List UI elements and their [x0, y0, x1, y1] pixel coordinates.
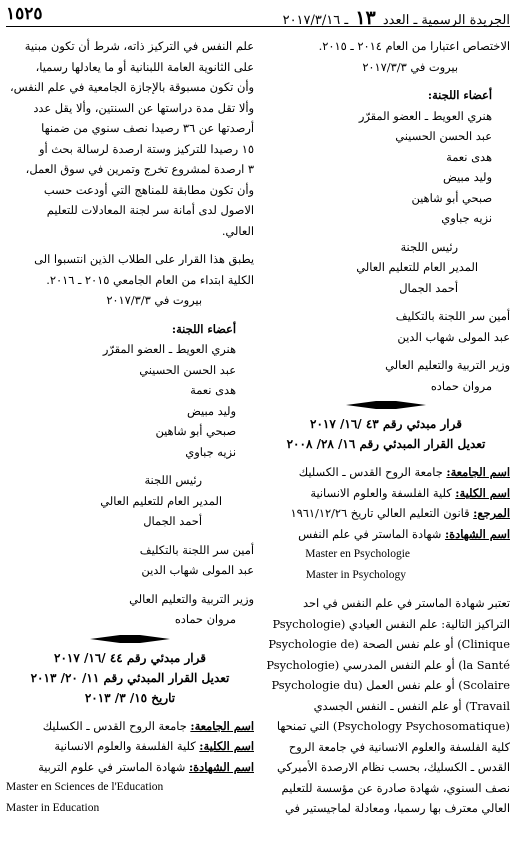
place-date: بيروت في ٢٠١٧/٣/٣	[106, 293, 202, 307]
decision-title: قرار مبدئي رقم ٤٣ /١٦/ ٢٠١٧	[310, 417, 462, 431]
issue-number: ١٣	[355, 7, 376, 29]
decision-title: قرار مبدئي رقم ٤٤ /١٦/ ٢٠١٧	[54, 650, 206, 665]
secretary-name: عبد المولى شهاب الدين	[397, 329, 510, 344]
members-heading: أعضاء اللجنة:	[427, 88, 492, 102]
director-title: المدير العام للتعليم العالي	[100, 493, 222, 508]
degree-french: Master en Sciences de l'Education	[6, 781, 164, 793]
body-line: Travail) أو علم النفس ـ النفس الجسدي	[313, 698, 510, 713]
decision-subtitle: تعديل القرار المبدئي رقم ١١/ ٢٠/ ٢٠١٣	[30, 670, 230, 685]
faculty-value: كلية الفلسفة والعلوم الانسانية	[54, 739, 196, 753]
body-line: علم النفس في التركيز ذاته، شرط أن تكون مبنية	[24, 39, 254, 53]
body-line: العالي معترف بها رسميا، ومعادلة لماجيستير في	[284, 801, 510, 815]
chair-title: رئيس اللجنة	[144, 473, 202, 487]
director-name: أحمد الجمال	[143, 514, 202, 528]
faculty-value: كلية الفلسفة والعلوم الانسانية	[310, 485, 452, 500]
body-line: على الثانوية العامة اللبنانية أو ما يعادلها رسميا،	[35, 59, 254, 74]
director-title: المدير العام للتعليم العالي	[356, 260, 478, 274]
apply-line: يطبق هذا القرار على الطلاب الذين انتسبوا الى	[34, 252, 254, 266]
body-line: كلية الفلسفة والعلوم الانسانية في جامعة الروح	[288, 739, 510, 754]
secretary-title: أمين سر اللجنة بالتكليف	[139, 542, 254, 557]
member-name: هنري العويط ـ العضو المقرّر	[358, 108, 492, 123]
director-name: أحمد الجمال	[399, 280, 458, 295]
body-line: الاصول لدى أمانة سر لجنة المعادلات للتعليم	[46, 203, 254, 217]
secretary-title: أمين سر اللجنة بالتكليف	[395, 309, 510, 323]
degree-value: شهادة الماستر في علم النفس	[298, 526, 442, 541]
place-date: بيروت في ٢٠١٧/٣/٣	[362, 59, 458, 74]
body-line: التراكيز التالية: علم النفس العيادي (Psychologie	[272, 616, 510, 631]
body-line: Scolaire) أو علم نفس العمل (Psychologie du	[271, 678, 510, 692]
degree-english: Master in Education	[6, 801, 100, 814]
separator-ornament-icon	[262, 396, 510, 414]
apply-line: الكلية ابتداء من العام الجامعي ٢٠١٥ ـ ٢٠١٦.	[46, 272, 254, 287]
separator-ornament-icon	[6, 630, 254, 648]
issue-date: ـ ٢٠١٧/٣/١٦	[282, 13, 349, 28]
degree-english: Master in Psychology	[305, 568, 406, 581]
member-name: نزيه جباوي	[185, 444, 236, 459]
body-line: وأن تكون مطابقة للمناهج التي أودعت حسب	[43, 182, 254, 197]
body-line: ٣ ارصدة لمشروع تخرج وتمرين في سوق العمل،	[25, 162, 254, 176]
chair-title: رئيس اللجنة	[400, 239, 458, 254]
faculty-label: اسم الكلية:	[455, 485, 510, 500]
body-line: وألا تقل مدة دراستها عن السنتين، وألا يقل عدد	[33, 100, 254, 115]
right-column	[262, 36, 510, 852]
body-line: تعتبر شهادة الماستر في علم النفس في احد	[302, 596, 510, 610]
faculty-label: اسم الكلية:	[199, 739, 254, 753]
body-line: القدس ـ الكسليك، بحسب نظام الارصدة الأميركي	[276, 760, 510, 774]
member-name: نزيه جباوي	[441, 211, 492, 225]
member-name: صبحي أبو شاهين	[155, 424, 236, 438]
body-line: Clinique) أو علم نفس الصحة (Psychologie de	[268, 637, 510, 651]
member-name: عبد الحسن الحسيني	[139, 362, 236, 377]
minister-name: مروان حماده	[430, 378, 492, 393]
member-name: وليد مبيض	[187, 403, 236, 418]
body-line: نصف السنوي، شهادة صادرة عن مؤسسة للتعليم	[281, 780, 510, 795]
degree-label: اسم الشهادة:	[444, 526, 510, 541]
page-header	[6, 4, 510, 27]
member-name: هنري العويط ـ العضو المقرّر	[102, 342, 236, 356]
university-value: جامعة الروح القدس ـ الكسليك	[298, 465, 443, 479]
body-line: العالي.	[221, 223, 254, 238]
body-line: la Santé) أو علم النفس المدرسي (Psychologie	[266, 657, 510, 672]
member-name: عبد الحسن الحسيني	[395, 129, 492, 143]
university-label: اسم الجامعة:	[446, 465, 510, 479]
header-title	[283, 7, 510, 29]
minister-title: وزير التربية والتعليم العالي	[129, 591, 254, 606]
minister-title: وزير التربية والتعليم العالي	[385, 358, 510, 372]
body-line: ١٥ رصيدا للتركيز وستة ارصدة لرسالة بحث أو	[38, 141, 254, 156]
decision-date: تاريخ ١٥/ ٣/ ٢٠١٣	[84, 690, 176, 705]
degree-value: شهادة الماستر في علوم التربية	[38, 759, 186, 774]
member-name: هدى نعمة	[446, 149, 492, 164]
body-line: وأن تكون مسبوقة بالإجازة الجامعية في علم النفس،	[9, 80, 254, 94]
member-name: صبحي أبو شاهين	[411, 190, 492, 205]
body-line: (Psychology Psychosomatique) التي تمنحها	[276, 719, 510, 733]
decision-subtitle: تعديل القرار المبدئي رقم ١٦/ ٢٨/ ٢٠٠٨	[286, 437, 486, 451]
university-value: جامعة الروح القدس ـ الكسليك	[42, 718, 187, 733]
degree-french: Master en Psychologie	[305, 548, 410, 560]
minister-name: مروان حماده	[174, 612, 236, 626]
member-name: هدى نعمة	[190, 383, 236, 397]
continued-text: الاختصاص اعتبارا من العام ٢٠١٤ ـ ٢٠١٥.	[318, 39, 510, 53]
university-label: اسم الجامعة:	[190, 718, 254, 733]
member-name: وليد مبيض	[443, 170, 492, 184]
members-heading: أعضاء اللجنة:	[171, 321, 236, 336]
gazette-name: الجريدة الرسمية ـ العدد	[382, 13, 510, 28]
reference-label: المرجع:	[473, 506, 510, 520]
left-column	[6, 36, 254, 852]
reference-value: قانون التعليم العالي تاريخ ١٩٦١/١٢/٢٦	[290, 506, 470, 520]
page-number: ١٥٢٥	[6, 4, 43, 24]
body-line: أرصدتها عن ٣٦ رصيدا نصف سنوي من ضمنها	[41, 121, 254, 135]
secretary-name: عبد المولى شهاب الدين	[141, 563, 254, 577]
degree-label: اسم الشهادة:	[188, 759, 254, 774]
